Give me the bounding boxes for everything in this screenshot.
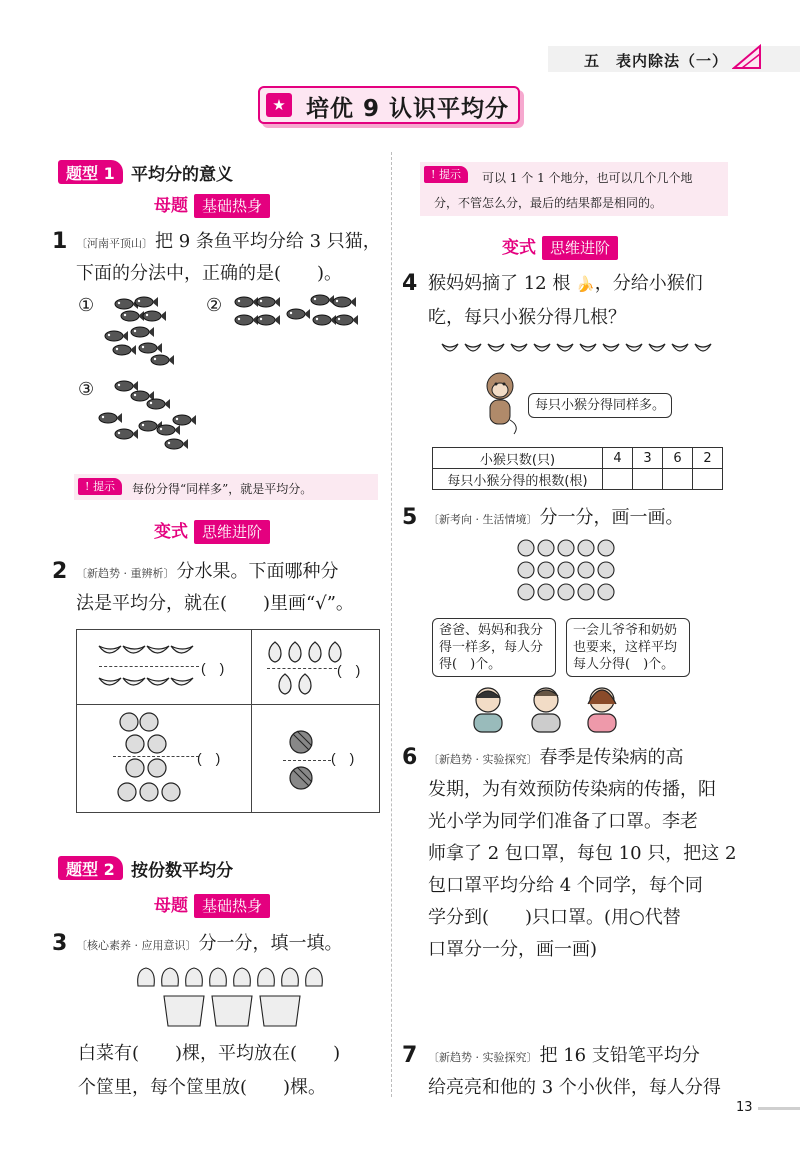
bubble-line: 一会儿爷爷和奶奶	[573, 623, 678, 638]
cabbage-basket-illustration	[134, 964, 334, 1034]
speech-bubble-grandparents	[566, 618, 690, 677]
chapter-header: 五 表内除法（一）	[584, 52, 729, 70]
bubble-line: 每人分得( )个。	[573, 657, 675, 672]
ruler-icon	[732, 42, 762, 72]
people-illustration	[466, 684, 636, 734]
answer-cell[interactable]	[633, 469, 663, 490]
q6-line5: 包口罩平均分给 4 个同学，每个同	[428, 875, 703, 896]
type1-tag: 题型 1	[58, 160, 123, 184]
answer-cell[interactable]	[603, 469, 633, 490]
q6-line4: 师拿了 2 包口罩，每包 10 只，把这 2	[428, 843, 737, 864]
page-number: 13	[736, 1100, 753, 1115]
q5-line1	[428, 506, 684, 532]
q3-line2: 白菜有( )棵，平均放在( )	[78, 1043, 341, 1064]
section-mother-2	[148, 894, 270, 918]
q6-text1: 春季是传染病的高	[539, 747, 684, 768]
star-icon: ★	[266, 93, 292, 117]
q1-line2: 下面的分法中，正确的是( )。	[76, 263, 343, 284]
page-title-box	[258, 86, 520, 124]
q6-tag: 〔新趋势 · 实验探究〕	[428, 753, 538, 766]
pear-illustration	[265, 640, 345, 700]
section-badge: 基础热身	[194, 194, 270, 218]
q7-line1	[428, 1044, 700, 1070]
hint-line1: 可以 1 个 1 个地分，也可以几个几个地	[482, 171, 693, 185]
monkey-illustration	[478, 370, 522, 436]
type2-tag: 题型 2	[58, 856, 123, 880]
answer-paren-2[interactable]: ( )	[337, 662, 361, 678]
q7-text1: 把 16 支铅笔平均分	[539, 1045, 700, 1066]
answer-paren-4[interactable]: ( )	[331, 750, 355, 766]
monkey-table	[432, 447, 723, 490]
table-cell: 每只小猴分得的根数(根)	[433, 469, 603, 490]
banana-row-illustration	[440, 340, 720, 360]
hint-box-1	[74, 474, 378, 500]
q2-text1: 分水果。下面哪种分	[176, 561, 339, 582]
q2-line1	[76, 560, 339, 586]
q1-number: 1	[52, 229, 68, 254]
q1-option-1: ①	[78, 295, 95, 316]
speech-bubble-q4: 每只小猴分得同样多。	[528, 393, 672, 418]
bubble-line: 得一样多，每人分	[439, 640, 544, 655]
fish-illustration	[95, 292, 385, 462]
section-variant-2	[496, 236, 618, 260]
section-label: 变式	[154, 522, 188, 542]
q3-line3: 个筐里，每个筐里放( )棵。	[78, 1077, 327, 1098]
answer-paren-3[interactable]: ( )	[197, 750, 221, 766]
table-cell: 3	[633, 448, 663, 469]
section-label: 母题	[154, 896, 188, 916]
q5-text1: 分一分，画一画。	[539, 507, 684, 528]
q7-line2: 给亮亮和他的 3 个小伙伴，每人分得	[428, 1077, 721, 1098]
column-divider	[391, 152, 392, 1097]
banana-icon: 🍌	[576, 275, 595, 293]
banana-illustration	[97, 638, 207, 698]
q2-tag: 〔新趋势 · 重辨析〕	[76, 567, 175, 580]
table-cell: 2	[693, 448, 723, 469]
hint-tag: ! 提示	[424, 166, 468, 183]
hint-box-2	[420, 162, 728, 216]
q1-option-3: ③	[78, 379, 95, 400]
q1-text1: 把 9 条鱼平均分给 3 只猫，	[155, 231, 381, 252]
q5-tag: 〔新考向 · 生活情境〕	[428, 513, 538, 526]
q4-text1b: ，分给小猴们	[594, 273, 703, 294]
q7-number: 7	[402, 1043, 418, 1068]
q4-line1	[428, 272, 703, 296]
q1-tag: 〔河南平顶山〕	[76, 237, 153, 250]
fruit-table	[76, 629, 380, 813]
apple-grid-illustration	[516, 538, 618, 608]
q6-line7: 口罩分一分，画一画)	[428, 939, 598, 960]
table-cell: 6	[663, 448, 693, 469]
section-label: 变式	[502, 238, 536, 258]
section-badge: 思维进阶	[194, 520, 270, 544]
q4-number: 4	[402, 271, 418, 296]
answer-cell[interactable]	[663, 469, 693, 490]
q3-line1	[76, 932, 343, 958]
q7-tag: 〔新趋势 · 实验探究〕	[428, 1051, 538, 1064]
answer-cell[interactable]	[693, 469, 723, 490]
apple-illustration	[115, 710, 195, 810]
bubble-line: 得( )个。	[439, 657, 502, 672]
section-badge: 基础热身	[194, 894, 270, 918]
q3-text1: 分一分，填一填。	[198, 933, 343, 954]
q4-text1: 猴妈妈摘了 12 根	[428, 273, 571, 294]
table-cell: 4	[603, 448, 633, 469]
q1-line1	[76, 230, 381, 256]
q2-number: 2	[52, 559, 68, 584]
q3-number: 3	[52, 931, 68, 956]
speech-bubble-family	[432, 618, 556, 677]
answer-paren-1[interactable]: ( )	[201, 660, 225, 676]
q6-line3: 光小学为同学们准备了口罩。李老	[428, 811, 698, 832]
q5-number: 5	[402, 505, 418, 530]
hint-line2: 分，不管怎么分，最后的结果都是相同的。	[434, 196, 663, 210]
section-variant-1	[148, 520, 270, 544]
q6-line2: 发期，为有效预防传染病的传播，阳	[428, 779, 716, 800]
table-row	[433, 448, 723, 469]
page-title: 培优 9 认识平均分	[306, 96, 510, 122]
q2-line2: 法是平均分，就在( )里画“√”。	[76, 593, 354, 614]
bubble-line: 也要来，这样平均	[573, 640, 678, 655]
section-mother-1	[148, 194, 270, 218]
q6-number: 6	[402, 745, 418, 770]
bubble-line: 爸爸、妈妈和我分	[439, 623, 544, 638]
table-row	[433, 469, 723, 490]
section-label: 母题	[154, 196, 188, 216]
hint-text: 每份分得“同样多”，就是平均分。	[132, 482, 313, 496]
watermelon-illustration	[287, 728, 317, 798]
q6-line1	[428, 746, 684, 772]
q6-line6: 学分到( )只口罩。(用○代替	[428, 907, 681, 928]
q1-option-2: ②	[206, 295, 223, 316]
page-number-bar	[758, 1107, 800, 1110]
type1-title: 平均分的意义	[131, 165, 233, 185]
hint-tag: ! 提示	[78, 478, 122, 495]
type2-title: 按份数平均分	[131, 861, 233, 881]
q3-tag: 〔核心素养 · 应用意识〕	[76, 939, 197, 952]
table-cell: 小猴只数(只)	[433, 448, 603, 469]
section-badge: 思维进阶	[542, 236, 618, 260]
q4-line2: 吃，每只小猴分得几根？	[428, 307, 626, 328]
